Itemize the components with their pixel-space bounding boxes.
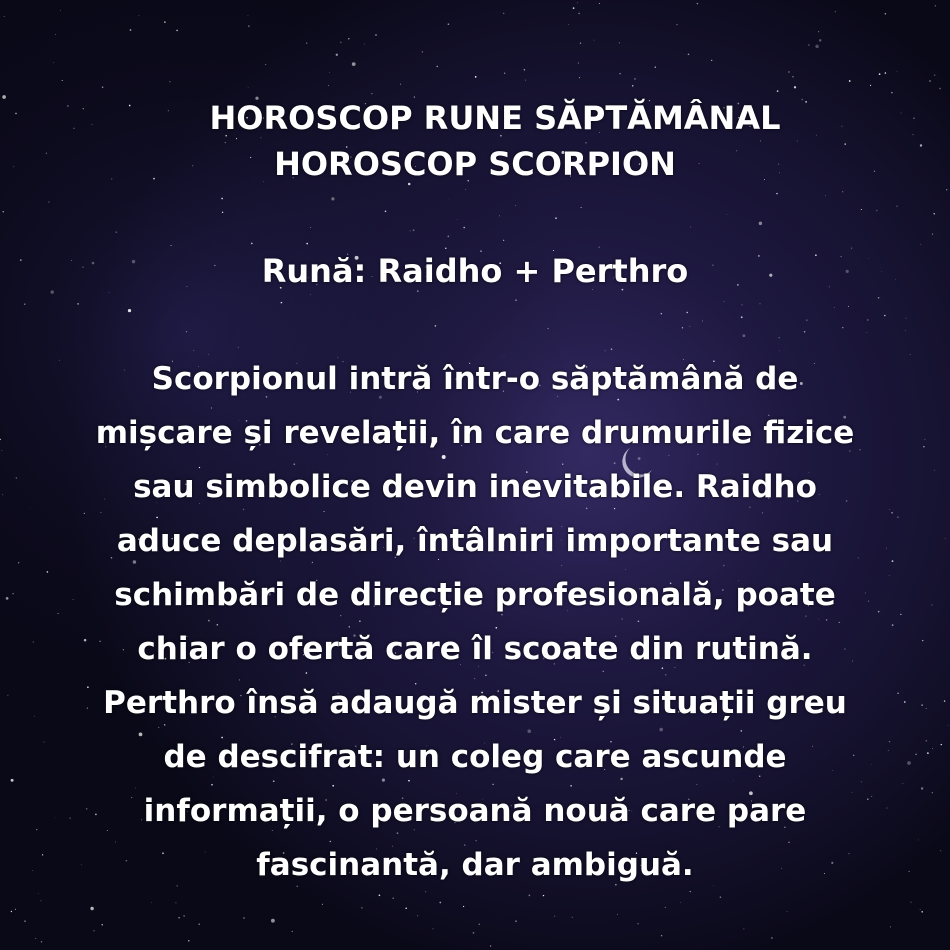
body-line: de descifrat: un coleg care ascunde bbox=[163, 739, 787, 775]
page-subtitle: HOROSCOP SCORPION bbox=[274, 145, 676, 183]
body-line: aduce deplasări, întâlniri importante sau bbox=[116, 523, 834, 559]
body-line: chiar o ofertă care îl scoate din rutină. bbox=[137, 631, 813, 667]
body-line: fascinantă, dar ambiguă. bbox=[256, 847, 694, 883]
page-title: HOROSCOP RUNE SĂPTĂMÂNAL bbox=[209, 99, 781, 137]
body-line: informații, o persoană nouă care pare bbox=[143, 793, 807, 829]
body-line: sau simbolice devin inevitabile. Raidho bbox=[133, 469, 817, 505]
body-line: schimbări de direcție profesională, poate bbox=[114, 577, 836, 613]
body-line: Scorpionul intră într-o săptămână de bbox=[151, 361, 799, 397]
body-line: mișcare și revelații, în care drumurile fizice bbox=[95, 415, 855, 451]
body-line: Perthro însă adaugă mister și situații greu bbox=[103, 685, 847, 721]
rune-label: Rună: Raidho + Perthro bbox=[261, 252, 689, 290]
